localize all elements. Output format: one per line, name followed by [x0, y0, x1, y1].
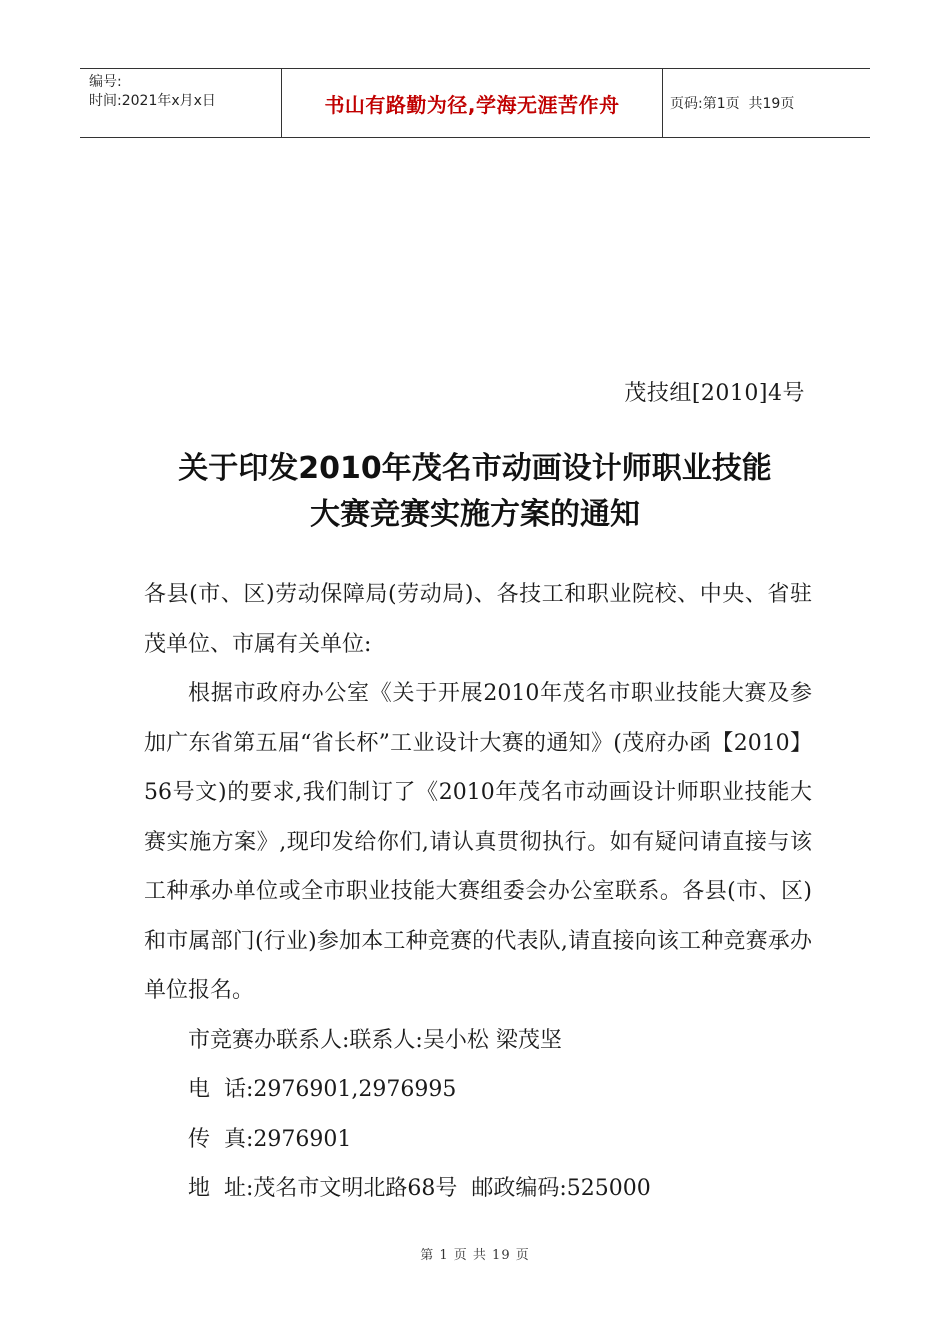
contact-fax: 传 真:2976901	[188, 1126, 352, 1152]
time-label: 时间:2021年x月x日	[89, 93, 216, 109]
header-meta	[80, 69, 282, 137]
header-page-info	[663, 69, 870, 137]
document-header	[80, 68, 870, 138]
addressee: 各县(市、区)劳动保障局(劳动局)、各技工和职业院校、中央、省驻茂单位、市属有关单位:	[144, 582, 812, 657]
document-title	[0, 446, 950, 538]
document-body	[144, 570, 812, 1214]
header-motto: 书山有路勤为径,学海无涯苦作舟	[282, 69, 663, 137]
title-line-2: 大赛竞赛实施方案的通知	[310, 497, 640, 532]
page-info-text: 页码:第1页 共19页	[670, 96, 795, 112]
contact-person: 市竞赛办联系人:联系人:吴小松 梁茂坚	[188, 1027, 562, 1053]
number-label: 编号:	[89, 74, 122, 90]
page-footer: 第 1 页 共 19 页	[420, 1248, 530, 1263]
document-number: 茂技组[2010]4号	[624, 381, 805, 406]
body-paragraph: 根据市政府办公室《关于开展2010年茂名市职业技能大赛及参加广东省第五届“省长杯”工业设计大赛的通知》(茂府办函【2010】56号文)的要求,我们制订了《2010年茂名市动画设计师职业技能大赛实施方案》,现印发给你们,请认真贯彻执行。如有疑问请直接与该工种承办单位或全市职业技能大赛组委会办公室联系。各县(市、区)和市属部门(行业)参加本工种竞赛的代表队,请直接向该工种竞赛承办单位报名。	[144, 681, 812, 1003]
title-line-1: 关于印发2010年茂名市动画设计师职业技能	[178, 451, 772, 486]
contact-phone: 电 话:2976901,2976995	[188, 1077, 457, 1102]
contact-address: 地 址:茂名市文明北路68号 邮政编码:525000	[188, 1176, 651, 1201]
